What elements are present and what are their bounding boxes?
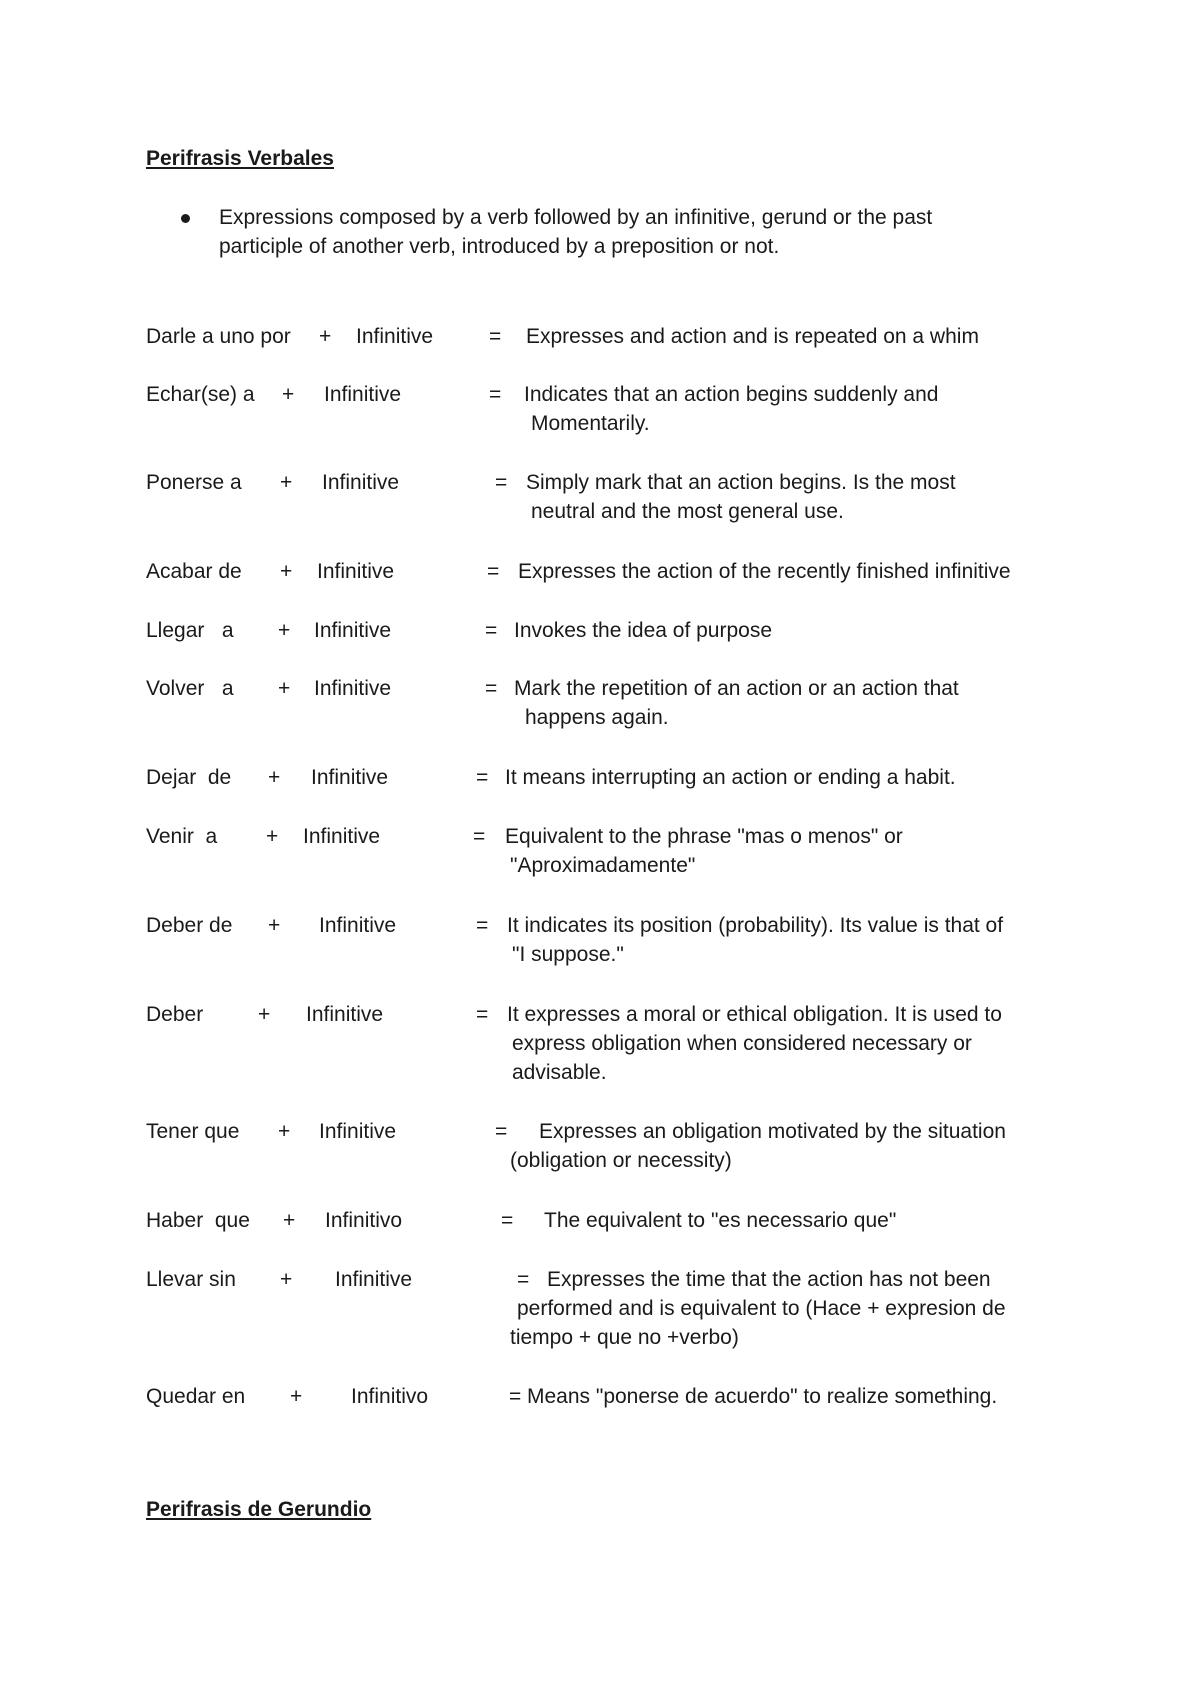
row-plus: + xyxy=(268,766,281,789)
row-equals: = xyxy=(485,619,498,642)
row-meaning-line: Simply mark that an action begins. Is the most xyxy=(526,471,956,494)
row-meaning-line: Indicates that an action begins suddenly and xyxy=(524,383,939,406)
row-plus: + xyxy=(280,471,293,494)
row-equals: = xyxy=(485,677,498,700)
row-form: Infinitive xyxy=(319,1120,397,1143)
row-equals: = xyxy=(489,383,502,406)
row-form: Infinitive xyxy=(319,914,397,937)
row-form: Infinitive xyxy=(303,825,381,848)
row-meaning-line: (obligation or necessity) xyxy=(510,1149,732,1172)
row-plus: + xyxy=(268,914,281,937)
row-plus: + xyxy=(266,825,279,848)
row-phrase: Echar(se) a xyxy=(146,383,255,406)
row-meaning-line: performed and is equivalent to (Hace + expresion de xyxy=(517,1297,1006,1320)
row-equals: = xyxy=(501,1209,514,1232)
row-meaning-line: "Aproximadamente" xyxy=(510,854,696,877)
row-phrase: Acabar de xyxy=(146,560,242,583)
row-plus: + xyxy=(278,619,291,642)
row-meaning-line: It indicates its position (probability). Its value is that of xyxy=(507,914,1004,937)
row-form: Infinitivo xyxy=(325,1209,403,1232)
row-phrase: Haber que xyxy=(146,1209,250,1232)
row-phrase: Venir a xyxy=(146,825,218,848)
row-meaning-line: neutral and the most general use. xyxy=(531,500,844,523)
row-meaning-line: Mark the repetition of an action or an action that xyxy=(514,677,959,700)
row-meaning-line: Expresses the action of the recently finished infinitive xyxy=(518,560,1011,583)
row-phrase: Ponerse a xyxy=(146,471,242,494)
row-plus: + xyxy=(290,1385,303,1408)
row-plus: + xyxy=(280,1268,293,1291)
row-plus: + xyxy=(278,677,291,700)
row-meaning-line: tiempo + que no +verbo) xyxy=(510,1326,739,1349)
row-phrase: Tener que xyxy=(146,1120,240,1143)
row-meaning-line: Momentarily. xyxy=(531,412,650,435)
row-phrase: Llegar a xyxy=(146,619,234,642)
row-phrase: Darle a uno por xyxy=(146,325,291,348)
row-form: Infinitive xyxy=(335,1268,413,1291)
row-plus: + xyxy=(282,383,295,406)
row-form: Infinitive xyxy=(314,677,392,700)
heading-perifrasis-de-gerundio: Perifrasis de Gerundio xyxy=(146,1498,372,1521)
row-equals: = xyxy=(495,1120,508,1143)
row-phrase: Llevar sin xyxy=(146,1268,236,1291)
row-plus: + xyxy=(319,325,332,348)
row-form: Infinitive xyxy=(314,619,392,642)
row-form: Infinitivo xyxy=(351,1385,429,1408)
row-form: Infinitive xyxy=(317,560,395,583)
row-meaning-line: Expresses an obligation motivated by the situation xyxy=(539,1120,1006,1143)
row-meaning-line: Expresses and action and is repeated on a whim xyxy=(526,325,979,348)
row-plus: + xyxy=(258,1003,271,1026)
row-meaning-line: Expresses the time that the action has not been xyxy=(547,1268,991,1291)
row-equals: = xyxy=(509,1385,522,1408)
row-form: Infinitive xyxy=(311,766,389,789)
row-form: Infinitive xyxy=(322,471,400,494)
row-phrase: Quedar en xyxy=(146,1385,246,1408)
bullet-icon xyxy=(181,214,190,223)
row-meaning-line: It means interrupting an action or ending a habit. xyxy=(505,766,956,789)
row-plus: + xyxy=(278,1120,291,1143)
row-form: Infinitive xyxy=(324,383,402,406)
row-meaning-line: "I suppose." xyxy=(512,943,624,966)
row-equals: = xyxy=(476,914,489,937)
row-equals: = xyxy=(495,471,508,494)
row-phrase: Dejar de xyxy=(146,766,232,789)
row-form: Infinitive xyxy=(356,325,434,348)
row-meaning-line: advisable. xyxy=(512,1061,607,1084)
row-phrase: Deber xyxy=(146,1003,204,1026)
row-phrase: Volver a xyxy=(146,677,234,700)
row-equals: = xyxy=(476,1003,489,1026)
row-plus: + xyxy=(280,560,293,583)
intro-bullet-text: Expressions composed by a verb followed by an infinitive, gerund or the past participle of another verb, introduced by a preposition or not. xyxy=(219,206,933,258)
heading-perifrasis-verbales: Perifrasis Verbales xyxy=(146,147,334,170)
row-equals: = xyxy=(517,1268,530,1291)
row-equals: = xyxy=(487,560,500,583)
row-meaning-line: happens again. xyxy=(525,706,669,729)
row-meaning-line: Equivalent to the phrase "mas o menos" or xyxy=(505,825,903,848)
row-equals: = xyxy=(476,766,489,789)
row-equals: = xyxy=(489,325,502,348)
row-form: Infinitive xyxy=(306,1003,384,1026)
row-plus: + xyxy=(283,1209,296,1232)
row-equals: = xyxy=(473,825,486,848)
row-meaning-line: The equivalent to "es necessario que" xyxy=(544,1209,897,1232)
row-meaning-line: Means "ponerse de acuerdo" to realize something. xyxy=(527,1385,998,1408)
row-meaning-line: express obligation when considered necessary or xyxy=(512,1032,972,1055)
row-phrase: Deber de xyxy=(146,914,233,937)
row-meaning-line: Invokes the idea of purpose xyxy=(514,619,773,642)
row-meaning-line: It expresses a moral or ethical obligation. It is used to xyxy=(507,1003,1002,1026)
